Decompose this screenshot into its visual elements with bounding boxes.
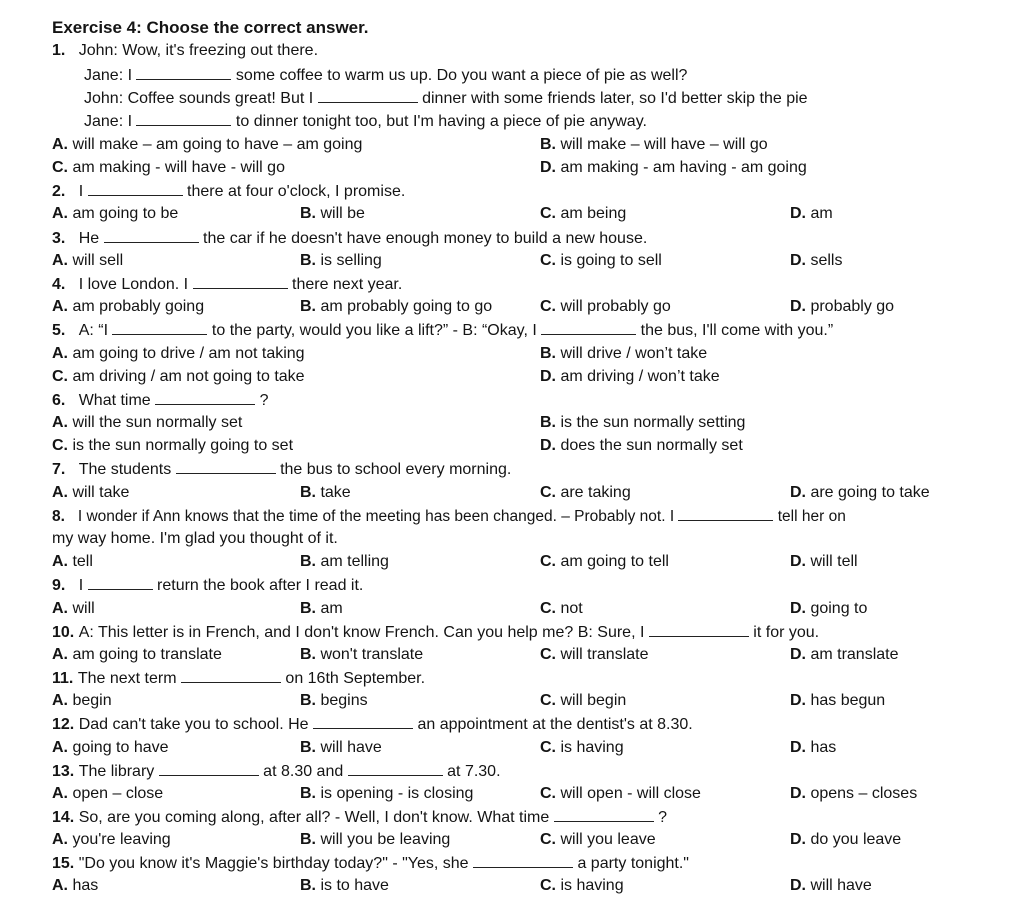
q1-line4: Jane: I to dinner tonight too, but I'm having a piece of pie anyway. xyxy=(84,113,647,130)
q15-option-a[interactable]: A. has xyxy=(52,877,99,894)
q10-option-b[interactable]: B. won't translate xyxy=(300,646,424,663)
q4-option-b[interactable]: B. am probably going to go xyxy=(300,298,493,315)
q1-option-c[interactable]: C. am making - will have - will go xyxy=(52,159,285,176)
answer-blank[interactable] xyxy=(181,668,281,683)
q12-stem: 12. Dad can't take you to school. He an appointment at the dentist's at 8.30. xyxy=(52,716,693,733)
q5-stem: 5. A: “I to the party, would you like a lift?” - B: “Okay, I the bus, I'll come with you.” xyxy=(52,322,834,339)
q13-option-d[interactable]: D. opens – closes xyxy=(790,785,918,802)
q2-option-c[interactable]: C. am being xyxy=(540,205,627,222)
q3-option-b[interactable]: B. is selling xyxy=(300,252,382,269)
q8-option-c[interactable]: C. am going to tell xyxy=(540,553,669,570)
q10-option-d[interactable]: D. am translate xyxy=(790,646,899,663)
q1-option-a[interactable]: A. will make – am going to have – am going xyxy=(52,136,363,153)
q10-option-a[interactable]: A. am going to translate xyxy=(52,646,222,663)
q14-option-d[interactable]: D. do you leave xyxy=(790,831,902,848)
q2-option-b[interactable]: B. will be xyxy=(300,205,365,222)
answer-blank[interactable] xyxy=(88,575,153,590)
q9-option-a[interactable]: A. will xyxy=(52,600,95,617)
q8-option-d[interactable]: D. will tell xyxy=(790,553,858,570)
q13-option-a[interactable]: A. open – close xyxy=(52,785,164,802)
q1-line1: 1. John: Wow, it's freezing out there. xyxy=(52,42,319,59)
q10-option-c[interactable]: C. will translate xyxy=(540,646,649,663)
q5-option-b[interactable]: B. will drive / won’t take xyxy=(540,345,708,362)
q5-option-c[interactable]: C. am driving / am not going to take xyxy=(52,368,305,385)
q13-option-c[interactable]: C. will open - will close xyxy=(540,785,701,802)
q14-stem: 14. So, are you coming along, after all? - Well, I don't know. What time ? xyxy=(52,809,668,826)
answer-blank[interactable] xyxy=(678,506,773,521)
answer-blank[interactable] xyxy=(554,807,654,822)
q9-option-c[interactable]: C. not xyxy=(540,600,583,617)
q15-stem: 15. "Do you know it's Maggie's birthday today?" - "Yes, she a party tonight." xyxy=(52,855,689,872)
q13-option-b[interactable]: B. is opening - is closing xyxy=(300,785,474,802)
q15-option-c[interactable]: C. is having xyxy=(540,877,624,894)
answer-blank[interactable] xyxy=(318,88,418,103)
answer-blank[interactable] xyxy=(159,761,259,776)
q4-option-c[interactable]: C. will probably go xyxy=(540,298,671,315)
q3-option-d[interactable]: D. sells xyxy=(790,252,843,269)
q2-option-a[interactable]: A. am going to be xyxy=(52,205,179,222)
q11-option-b[interactable]: B. begins xyxy=(300,692,368,709)
q11-option-a[interactable]: A. begin xyxy=(52,692,112,709)
q12-option-c[interactable]: C. is having xyxy=(540,739,624,756)
q7-option-c[interactable]: C. are taking xyxy=(540,484,631,501)
q6-option-d[interactable]: D. does the sun normally set xyxy=(540,437,743,454)
answer-blank[interactable] xyxy=(136,111,231,126)
q11-option-d[interactable]: D. has begun xyxy=(790,692,886,709)
answer-blank[interactable] xyxy=(176,459,276,474)
answer-blank[interactable] xyxy=(541,320,636,335)
q8-stem: 8. I wonder if Ann knows that the time of the meeting has been changed. – Probably not. I tell her on xyxy=(52,508,846,525)
answer-blank[interactable] xyxy=(88,181,183,196)
q4-option-a[interactable]: A. am probably going xyxy=(52,298,205,315)
q14-option-c[interactable]: C. will you leave xyxy=(540,831,656,848)
q11-stem: 11. The next term on 16th September. xyxy=(52,670,426,687)
q5-option-a[interactable]: A. am going to drive / am not taking xyxy=(52,345,305,362)
answer-blank[interactable] xyxy=(649,622,749,637)
q7-stem: 7. The students the bus to school every morning. xyxy=(52,461,512,478)
answer-blank[interactable] xyxy=(348,761,443,776)
q13-stem: 13. The library at 8.30 and at 7.30. xyxy=(52,763,501,780)
q7-option-d[interactable]: D. are going to take xyxy=(790,484,930,501)
q12-option-d[interactable]: D. has xyxy=(790,739,837,756)
answer-blank[interactable] xyxy=(313,714,413,729)
q3-option-c[interactable]: C. is going to sell xyxy=(540,252,662,269)
q2-option-d[interactable]: D. am xyxy=(790,205,833,222)
q10-stem: 10. A: This letter is in French, and I don't know French. Can you help me? B: Sure, I it for you. xyxy=(52,624,820,641)
q1-line3: John: Coffee sounds great! But I dinner with some friends later, so I'd better skip the pie xyxy=(84,90,808,107)
q15-option-d[interactable]: D. will have xyxy=(790,877,872,894)
q6-option-c[interactable]: C. is the sun normally going to set xyxy=(52,437,294,454)
q9-option-d[interactable]: D. going to xyxy=(790,600,868,617)
q12-option-a[interactable]: A. going to have xyxy=(52,739,169,756)
q12-option-b[interactable]: B. will have xyxy=(300,739,382,756)
q5-option-d[interactable]: D. am driving / won’t take xyxy=(540,368,720,385)
q1-line2: Jane: I some coffee to warm us up. Do you want a piece of pie as well? xyxy=(84,67,688,84)
q4-option-d[interactable]: D. probably go xyxy=(790,298,895,315)
answer-blank[interactable] xyxy=(473,853,573,868)
answer-blank[interactable] xyxy=(112,320,207,335)
q6-option-a[interactable]: A. will the sun normally set xyxy=(52,414,243,431)
q7-option-b[interactable]: B. take xyxy=(300,484,351,501)
q1-option-d[interactable]: D. am making - am having - am going xyxy=(540,159,807,176)
q14-option-a[interactable]: A. you're leaving xyxy=(52,831,171,848)
q8-stem-continued: my way home. I'm glad you thought of it. xyxy=(52,530,338,547)
exercise-title: Exercise 4: Choose the correct answer. xyxy=(52,18,369,37)
q15-option-b[interactable]: B. is to have xyxy=(300,877,389,894)
q8-option-b[interactable]: B. am telling xyxy=(300,553,389,570)
q11-option-c[interactable]: C. will begin xyxy=(540,692,627,709)
q14-option-b[interactable]: B. will you be leaving xyxy=(300,831,451,848)
q4-stem: 4. I love London. I there next year. xyxy=(52,276,403,293)
q9-option-b[interactable]: B. am xyxy=(300,600,343,617)
q3-stem: 3. He the car if he doesn't have enough money to build a new house. xyxy=(52,230,648,247)
q6-stem: 6. What time ? xyxy=(52,392,269,409)
q7-option-a[interactable]: A. will take xyxy=(52,484,130,501)
q8-option-a[interactable]: A. tell xyxy=(52,553,93,570)
q9-stem: 9. I return the book after I read it. xyxy=(52,577,364,594)
q6-option-b[interactable]: B. is the sun normally setting xyxy=(540,414,746,431)
answer-blank[interactable] xyxy=(104,228,199,243)
answer-blank[interactable] xyxy=(155,390,255,405)
q1-option-b[interactable]: B. will make – will have – will go xyxy=(540,136,768,153)
answer-blank[interactable] xyxy=(193,274,288,289)
answer-blank[interactable] xyxy=(136,65,231,80)
q2-stem: 2. I there at four o'clock, I promise. xyxy=(52,183,406,200)
q3-option-a[interactable]: A. will sell xyxy=(52,252,124,269)
